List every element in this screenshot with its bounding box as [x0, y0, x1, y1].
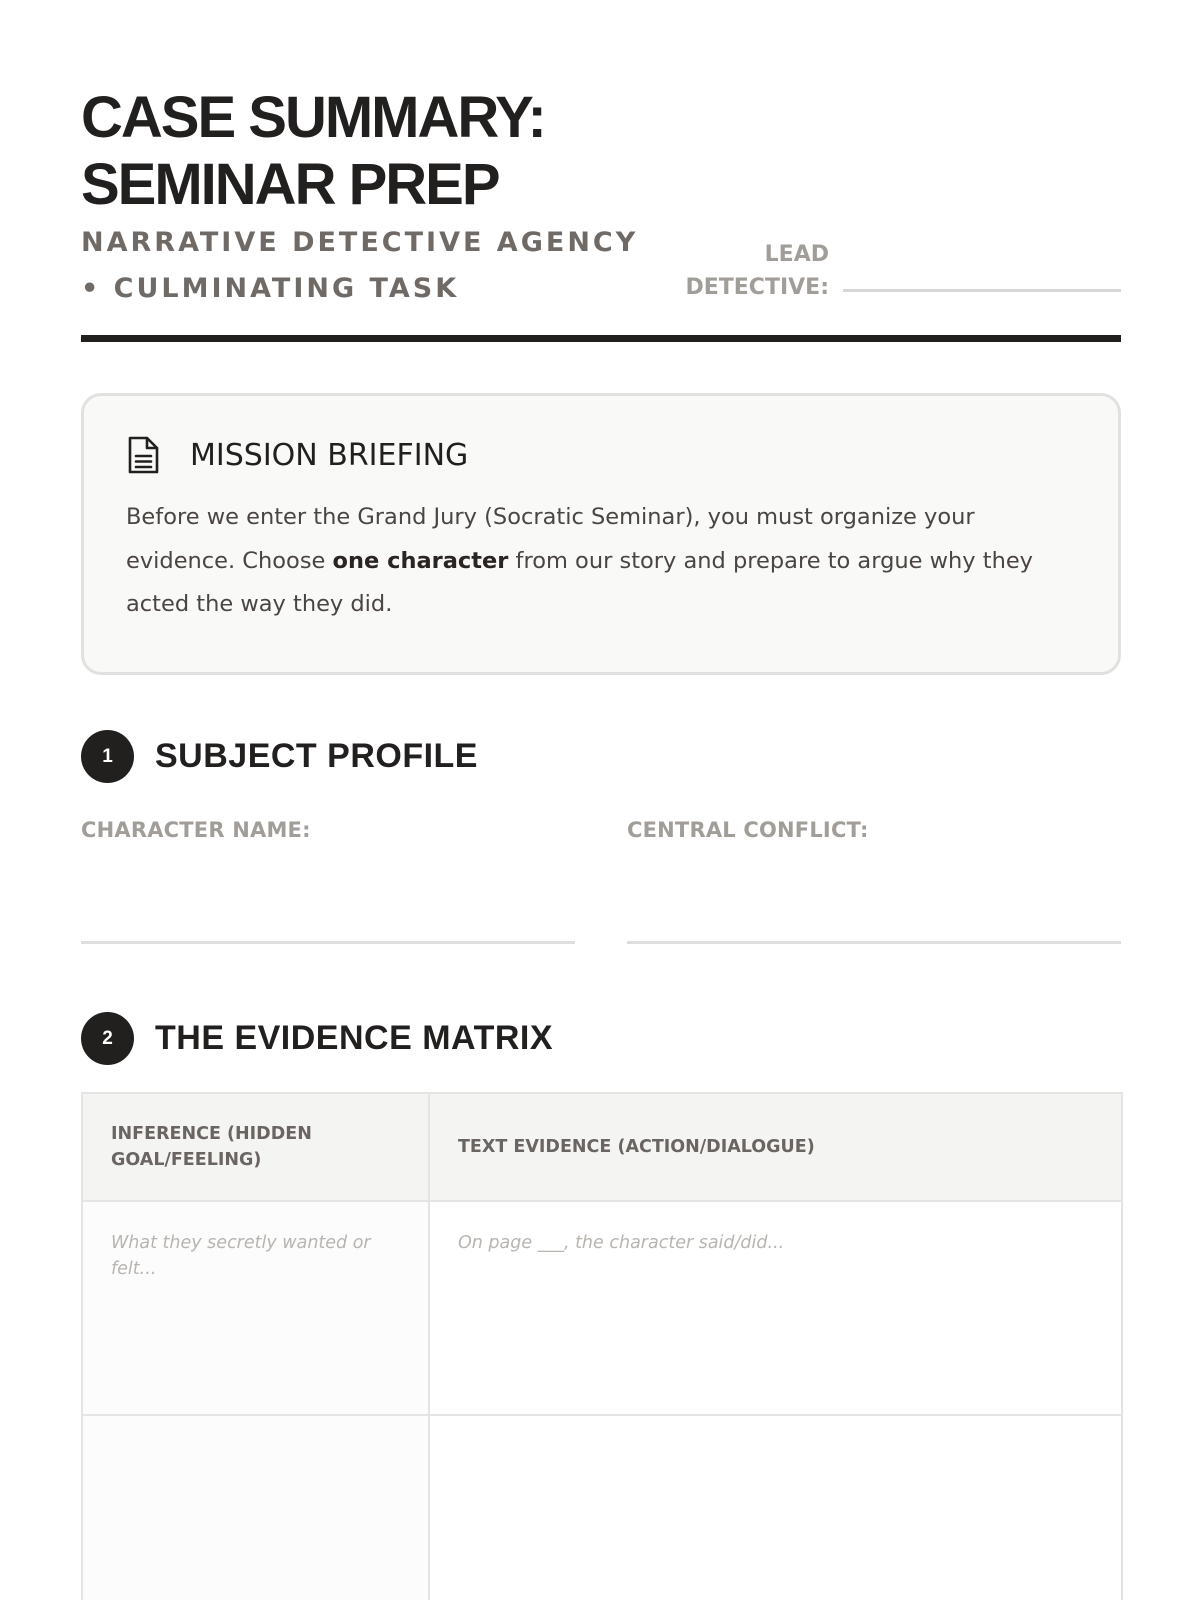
table-header-row: [82, 1093, 1122, 1201]
table-row: [82, 1201, 1122, 1415]
column-header-inference: INFERENCE (HIDDEN GOAL/FEELING): [82, 1093, 429, 1201]
briefing-text-part-2: from our story and prepare to argue why they acted the way they did.: [126, 547, 1033, 617]
page-header: [81, 0, 1121, 342]
lead-detective-field: [679, 238, 1121, 304]
evidence-cell[interactable]: [429, 1415, 1122, 1600]
inference-cell[interactable]: [82, 1415, 429, 1600]
briefing-text-part-1: Before we enter the Grand Jury (Socratic Seminar), you must organize your evidence. Choose: [126, 504, 975, 574]
subtitle-line-1: NARRATIVE DETECTIVE AGENCY: [81, 227, 639, 258]
briefing-text: [126, 496, 1076, 627]
subtitle-line-2: • CULMINATING TASK: [81, 273, 460, 304]
briefing-header: [126, 436, 1076, 474]
section-number-badge: 1: [81, 730, 134, 783]
lead-detective-label: [679, 238, 829, 304]
subject-profile-fields: [81, 818, 1121, 944]
evidence-matrix-table: [81, 1092, 1123, 1600]
briefing-title: MISSION BRIEFING: [190, 437, 469, 473]
mission-briefing-panel: [81, 393, 1121, 675]
lead-label-line-1: LEAD: [764, 242, 829, 267]
evidence-matrix-heading: [81, 1012, 1119, 1065]
title-line-2: SEMINAR PREP: [81, 152, 499, 217]
column-header-text-evidence: TEXT EVIDENCE (ACTION/DIALOGUE): [429, 1093, 1122, 1201]
page-subtitle: [81, 220, 641, 312]
section-number-badge: 2: [81, 1012, 134, 1065]
character-name-label: CHARACTER NAME:: [81, 818, 311, 842]
central-conflict-field[interactable]: [627, 818, 1121, 944]
page-title: [81, 84, 1121, 218]
evidence-cell[interactable]: On page ___, the character said/did...: [429, 1201, 1122, 1415]
section-title: SUBJECT PROFILE: [155, 737, 478, 775]
table-row: [82, 1415, 1122, 1600]
lead-label-line-2: DETECTIVE:: [685, 275, 829, 300]
lead-detective-input-line[interactable]: [843, 289, 1121, 292]
central-conflict-label: CENTRAL CONFLICT:: [627, 818, 869, 842]
character-name-field[interactable]: [81, 818, 575, 944]
briefing-text-bold: one character: [332, 547, 509, 574]
subject-profile-heading: [81, 730, 1119, 783]
section-title: THE EVIDENCE MATRIX: [155, 1019, 554, 1057]
document-icon: [126, 436, 160, 474]
title-line-1: CASE SUMMARY:: [81, 85, 545, 150]
inference-cell[interactable]: What they secretly wanted or felt...: [82, 1201, 429, 1415]
